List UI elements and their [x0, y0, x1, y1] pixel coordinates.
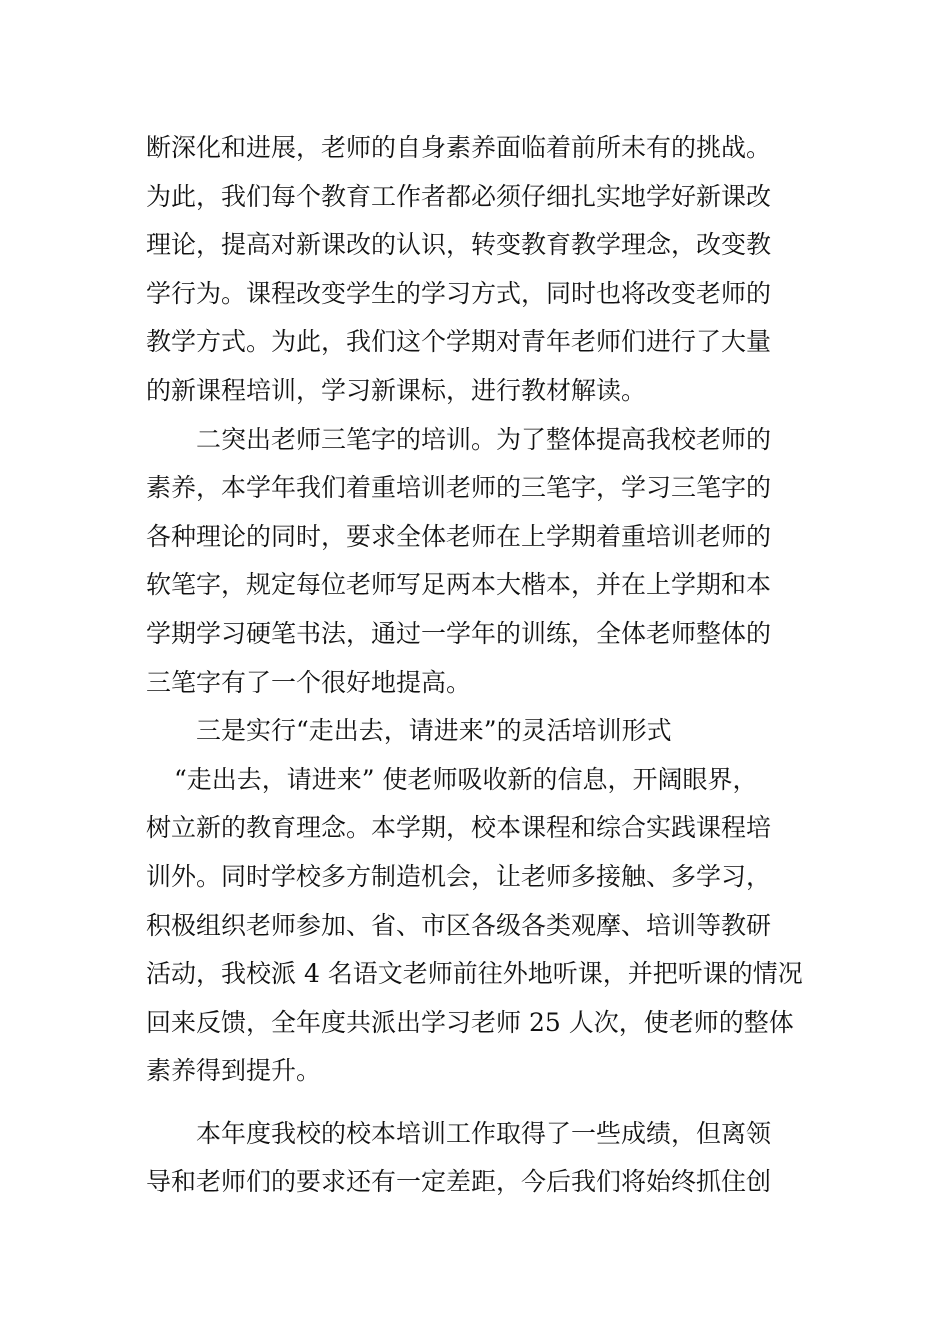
text-line: 导和老师们的要求还有一定差距，今后我们将始终抓住创: [146, 1167, 772, 1197]
text-line: 各种理论的同时，要求全体老师在上学期着重培训老师的: [146, 521, 772, 551]
paragraph-start-line: 二突出老师三笔字的培训。为了整体提高我校老师的: [196, 424, 772, 454]
text-line: 为此，我们每个教育工作者都必须仔细扎实地学好新课改: [146, 181, 772, 211]
text-line: 三笔字有了一个很好地提高。: [146, 667, 472, 697]
text-line: 软笔字，规定每位老师写足两本大楷本，并在上学期和本: [146, 570, 772, 600]
text-line: 素养，本学年我们着重培训老师的三笔字，学习三笔字的: [146, 473, 772, 503]
text-line: 活动，我校派 4 名语文老师前往外地听课，并把听课的情况: [146, 959, 803, 989]
text-line: 断深化和进展，老师的自身素养面临着前所未有的挑战。: [146, 133, 772, 162]
text-line: 的新课程培训，学习新课标，进行教材解读。: [146, 375, 647, 405]
text-line: 教学方式。为此，我们这个学期对青年老师们进行了大量: [146, 327, 772, 357]
text-line: 回来反馈，全年度共派出学习老师 25 人次，使老师的整体: [146, 1007, 794, 1037]
paragraph-start-line: “走出去，请进来” 使老师吸收新的信息，开阔眼界，: [174, 764, 758, 794]
text-line: 素养得到提升。: [146, 1056, 322, 1086]
paragraph-gap: [146, 1096, 816, 1110]
text-line: 树立新的教育理念。本学期，校本课程和综合实践课程培: [146, 813, 772, 843]
paragraph-start-line: 本年度我校的校本培训工作取得了一些成绩，但离领: [196, 1118, 772, 1148]
section-heading-line: 三是实行“走出去，请进来”的灵活培训形式: [196, 716, 672, 746]
text-line: 学期学习硬笔书法，通过一学年的训练，全体老师整体的: [146, 618, 772, 648]
text-line: 训外。同时学校多方制造机会，让老师多接触、多学习，: [146, 861, 772, 891]
document-body: [146, 124, 816, 1207]
text-line: 积极组织老师参加、省、市区各级各类观摩、培训等教研: [146, 910, 772, 940]
text-line: 学行为。课程改变学生的学习方式，同时也将改变老师的: [146, 278, 772, 308]
text-line: 理论，提高对新课改的认识，转变教育教学理念，改变教: [146, 230, 772, 260]
